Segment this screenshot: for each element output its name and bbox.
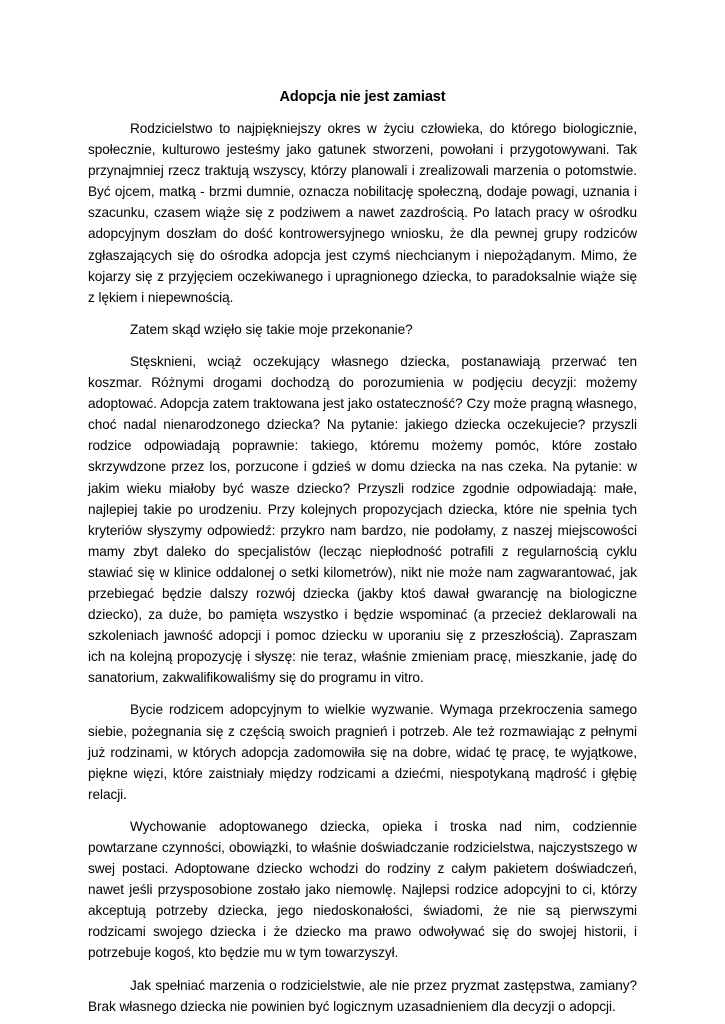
paragraph-question: Zatem skąd wzięło się takie moje przekonanie? bbox=[130, 321, 413, 337]
paragraph-intro: Rodzicielstwo to najpiękniejszy okres w życiu człowieka, do którego biologicznie, społecznie, kulturowo jesteśmy jako gatunek stworzeni, powołani i przygotowywani. Tak przynajmniej rzecz traktują wszyscy, którzy planowali i zrealizowali marzenia o potomstwie. Być ojcem, matką - brzmi dumnie, oznacza nobilitację społeczną, dodaje powagi, uznania i szacunku, czasem wiąże się z podziwem a nawet zazdrością. Po latach pracy w ośrodku adopcyjnym doszłam do dość kontrowersyjnego wniosku, że dla pewnej grupy rodziców zgłaszających się do ośrodka adopcja jest czymś niechcianym i niepożądanym. Mimo, że kojarzy się z przyjęciem oczekiwanego i upragnionego dziecka, to paradoksalnie wiąże się z lękiem i niepewnością. bbox=[88, 121, 637, 305]
paragraph-upbringing: Wychowanie adoptowanego dziecka, opieka i troska nad nim, codziennie powtarzane czynności, obowiązki, to właśnie doświadczanie rodzicielstwa, najczystszego w swej postaci. Adoptowane dziecko wchodzi do rodziny z całym pakietem doświadczeń, nawet jeśli przysposobione zostało jako niemowlę. Najlepsi rodzice adopcyjni to ci, którzy akceptują potrzeby dziecka, jego niedoskonałości, świadomi, że nie są pierwszymi rodzicami swojego dziecka i że dziecko ma prawo odwoływać się do swojej historii, i potrzebuje kogoś, kto będzie mu w tym towarzyszył. bbox=[88, 818, 637, 961]
paragraph-challenge: Bycie rodzicem adopcyjnym to wielkie wyzwanie. Wymaga przekroczenia samego siebie, pożegnania się z częścią swoich pragnień i potrzeb. Ale też rozmawiając z pełnymi już rodzinami, w których adopcja zadomowiła się na dobre, widać tę pracę, te wyjątkowe, piękne więzi, które zaistniały między rodzicami a dziećmi, niespotykaną mądrość i głębię relacji. bbox=[88, 702, 637, 802]
document-title: Adopcja nie jest zamiast bbox=[279, 89, 446, 105]
paragraph-closing: Jak spełniać marzenia o rodzicielstwie, ale nie przez pryzmat zastępstwa, zamiany? Brak własnego dziecka nie powinien być logicznym uzasadnieniem dla decyzji o adopcji. bbox=[88, 977, 637, 1014]
paragraph-longing-parents: Stęsknieni, wciąż oczekujący własnego dziecka, postanawiają przerwać ten koszmar. Różnymi drogami dochodzą do porozumienia w podjęciu decyzji: możemy adoptować. Adopcja zatem traktowana jest jako ostateczność? Czy może pragną własnego, choć nadal nienarodzonego dziecka? Na pytanie: jakiego dziecka oczekujecie? przyszli rodzice odpowiadają poprawnie: takiego, któremu możemy pomóc, które zostało skrzywdzone przez los, porzucone i gdzieś w domu dziecka na nas czeka. Na pytanie: w jakim wieku miałoby być wasze dziecko? Przyszli rodzice zgodnie odpowiadają: małe, najlepiej takie po urodzeniu. Przy kolejnych propozycjach dziecka, które nie spełnia tych kryteriów słyszymy odpowiedź: przykro nam bardzo, nie podołamy, z naszej miejscowości mamy zbyt daleko do specjalistów (lecząc niepłodność potrafili z regularnością cyklu stawiać się w klinice oddalonej o setki kilometrów), nikt nie może nam zagwarantować, jak przebiegać będzie dalszy rozwój dziecka (jakby ktoś dawał gwarancję na biologiczne dziecko), za duże, bo pamięta wszystko i będzie wspominać (a przecież deklarowali na szkoleniach jawność adopcji i pomoc dziecku w uporaniu się z przeszłością). Zapraszam ich na kolejną propozycję i słyszę: nie teraz, właśnie zmieniam pracę, mieszkanie, jadę do sanatorium, zakwalifikowaliśmy się do programu in vitro. bbox=[88, 353, 637, 686]
